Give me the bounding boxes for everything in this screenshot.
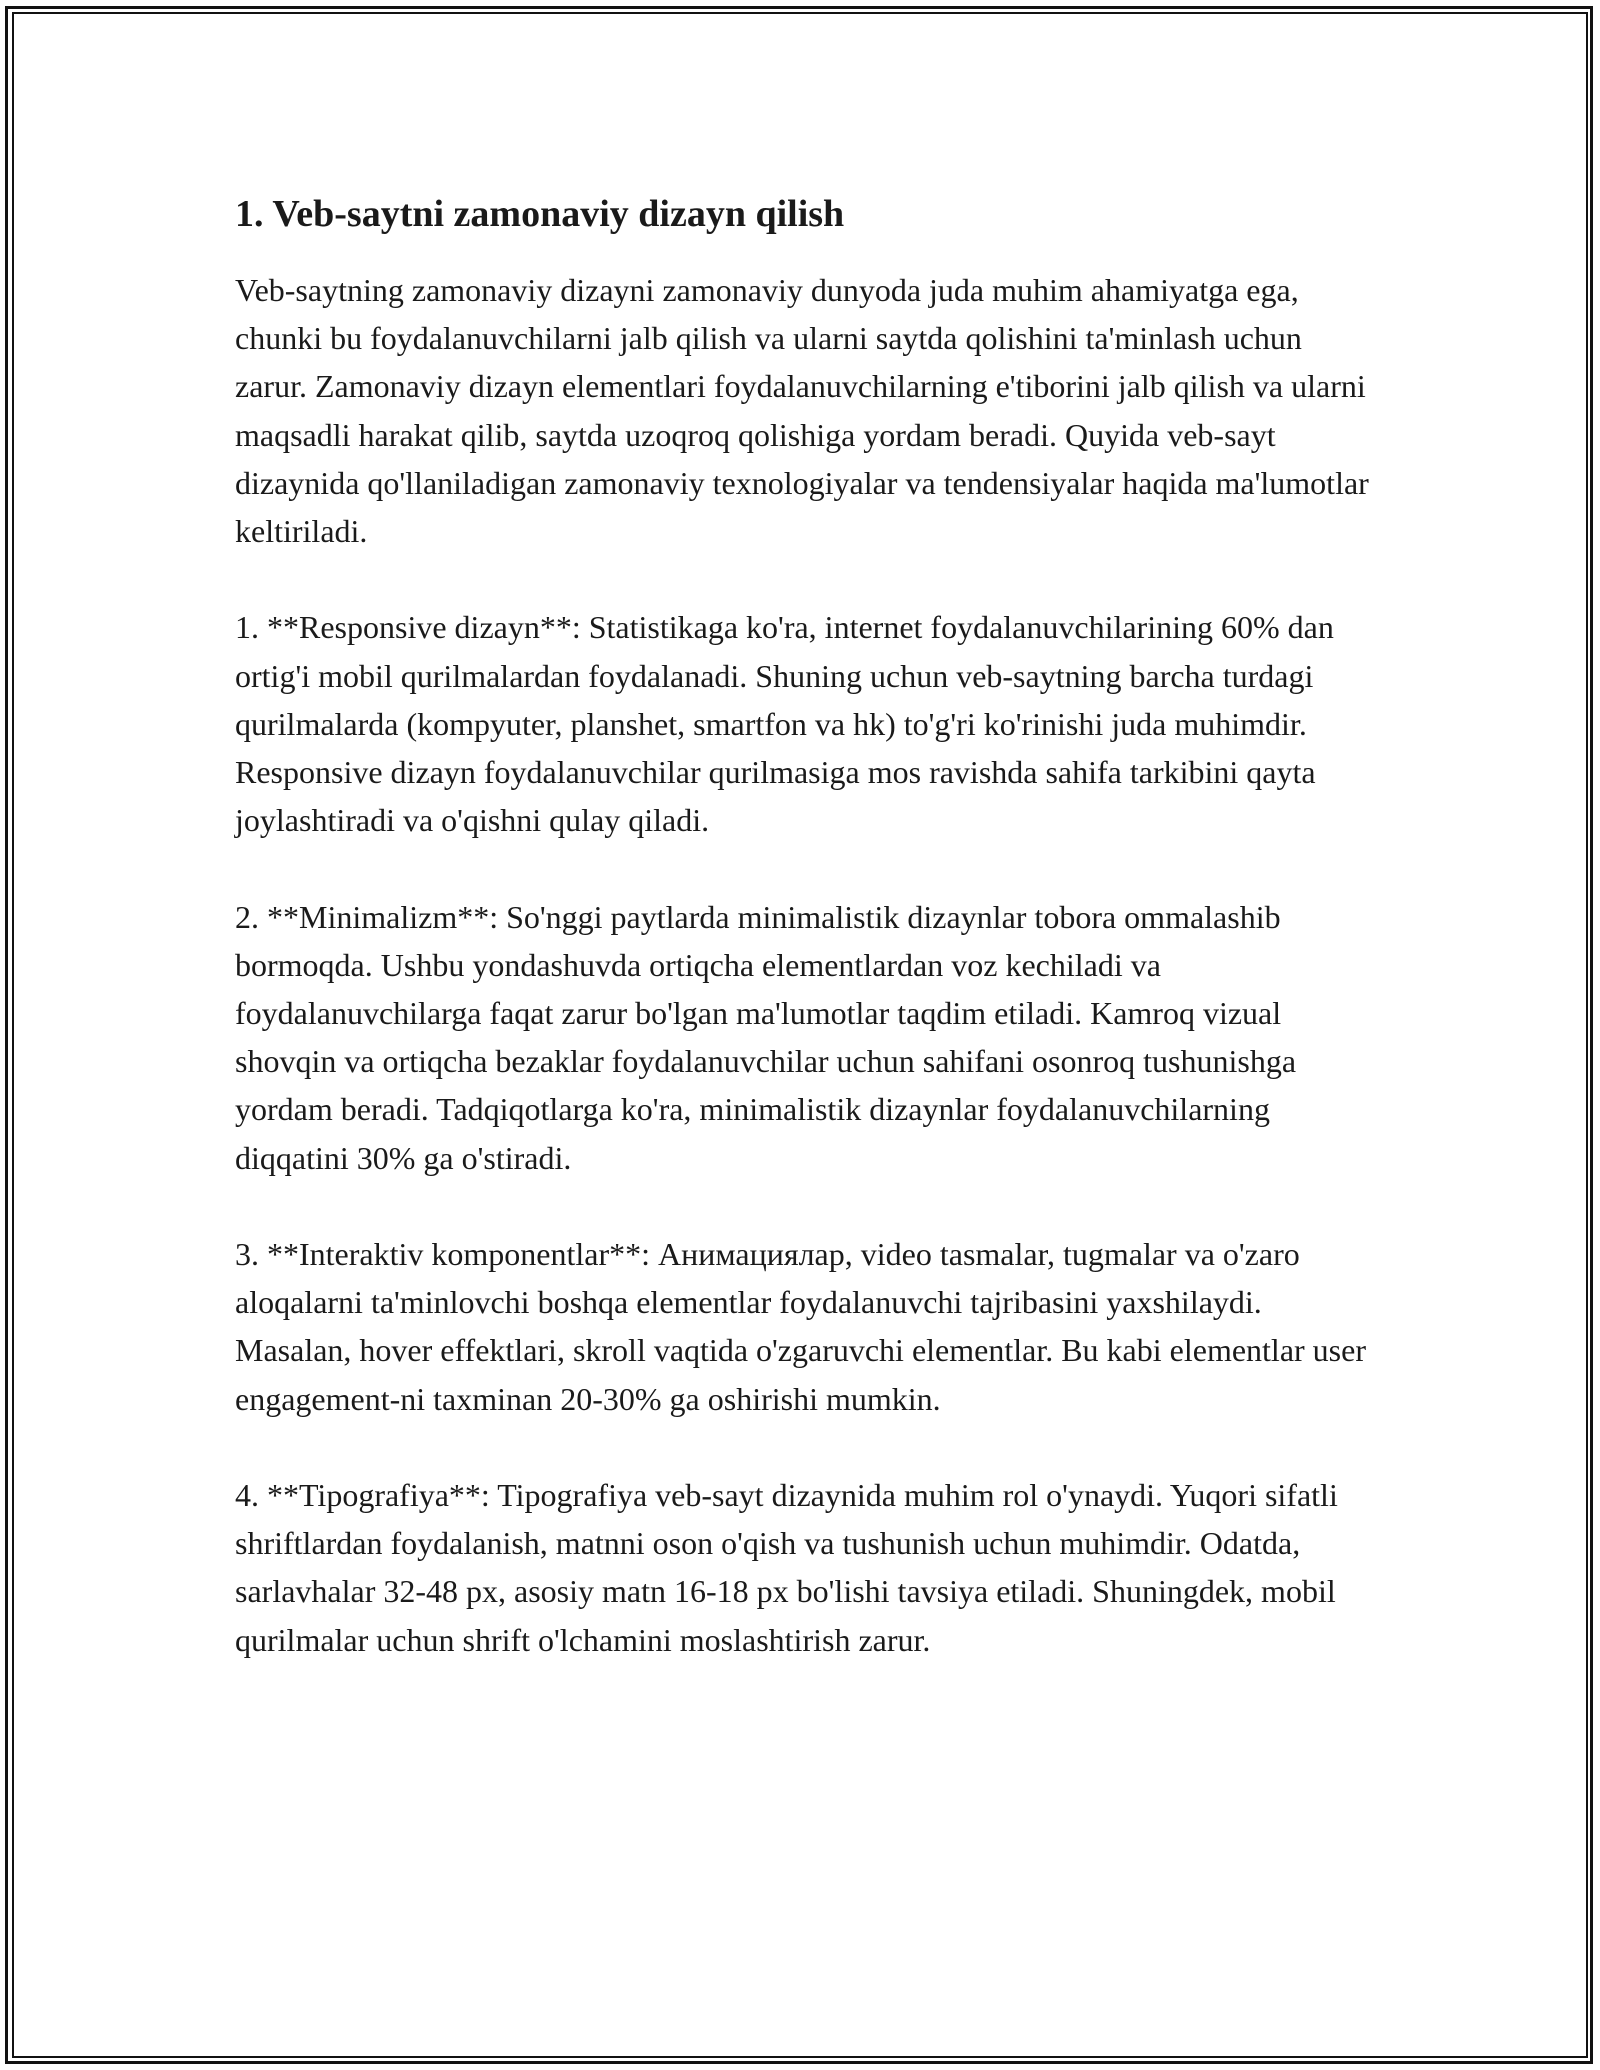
- paragraph-typography: 4. **Tipografiya**: Tipografiya veb-sayt dizaynida muhim rol o'ynaydi. Yuqori sifatli shriftlardan foydalanish, matnni oson o'qish va tushunish uchun muhimdir. Odatda, sarlavhalar 32-48 px, asosiy matn 16-18 px bo'lishi tavsiya etiladi. Shuningdek, mobil qurilmalar uchun shrift o'lchamini moslashtirish zarur.: [235, 1477, 1338, 1658]
- intro-paragraph: Veb-saytning zamonaviy dizayni zamonaviy dunyoda juda muhim ahamiyatga ega, chunki bu foydalanuvchilarni jalb qilish va ularni saytda qolishini ta'minlash uchun zarur. Zamonaviy dizayn elementlari foydalanuvchilarning e'tiborini jalb qilish va ularni maqsadli harakat qilib, saytda uzoqroq qolishiga yordam beradi. Quyida veb-sayt dizaynida qo'llaniladigan zamonaviy texnologiyalar va tendensiyalar haqida ma'lumotlar keltiriladi.: [235, 272, 1369, 550]
- paragraph-responsive-design: 1. **Responsive dizayn**: Statistikaga ko'ra, internet foydalanuvchilarining 60% dan ortig'i mobil qurilmalardan foydalanadi. Shuning uchun veb-saytning barcha turdagi qurilmalarda (kompyuter, planshet, smartfon va hk) to'g'ri ko'rinishi juda muhimdir. Responsive dizayn foydalanuvchilar qurilmasiga mos ravishda sahifa tarkibini qayta joylashtiradi va o'qishni qulay qiladi.: [235, 609, 1334, 839]
- document-title: 1. Veb-saytni zamonaviy dizayn qilish: [235, 193, 845, 235]
- document-body: [235, 188, 1370, 1712]
- paragraph-minimalism: 2. **Minimalizm**: So'nggi paytlarda minimalistik dizaynlar tobora ommalashib bormoqda. Ushbu yondashuvda ortiqcha elementlardan voz kechiladi va foydalanuvchilarga faqat zarur bo'lgan ma'lumotlar taqdim etiladi. Kamroq vizual shovqin va ortiqcha bezaklar foydalanuvchilar uchun sahifani osonroq tushunishga yordam beradi. Tadqiqotlarga ko'ra, minimalistik dizaynlar foydalanuvchilarning diqqatini 30% ga o'stiradi.: [235, 898, 1297, 1176]
- paragraph-interactive-components: 3. **Interaktiv komponentlar**: Анимациялар, video tasmalar, tugmalar va o'zaro aloqalarni ta'minlovchi boshqa elementlar foydalanuvchi tajribasini yaxshilaydi. Masalan, hover effektlari, skroll vaqtida o'zgaruvchi elementlar. Bu kabi elementlar user engagement-ni taxminan 20-30% ga oshirishi mumkin.: [235, 1236, 1366, 1417]
